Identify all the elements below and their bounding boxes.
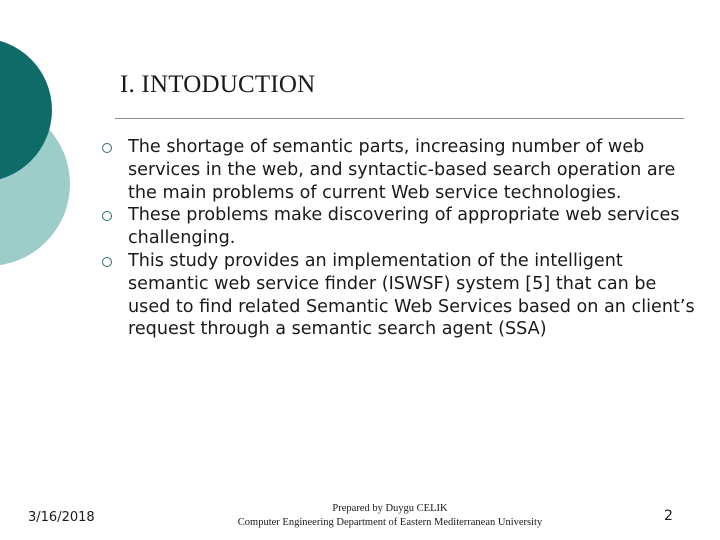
footer-department: Computer Engineering Department of Eastern Mediterranean University bbox=[237, 517, 543, 528]
bullet-item bbox=[102, 250, 702, 341]
bullet-text: The shortage of semantic parts, increasing number of web services in the web, and syntactic-based search operation are the main problems of current Web service technologies. bbox=[128, 137, 676, 203]
bullet-circle-icon bbox=[102, 211, 112, 221]
footer-author: Prepared by Duygu CELIK bbox=[332, 503, 448, 514]
bullet-text: This study provides an implementation of the intelligent semantic web service finder (ISWSF) system [5] that can be used to find related Semantic Web Services based on an client’s request through a semantic search agent (SSA) bbox=[128, 250, 695, 340]
page-number: 2 bbox=[664, 508, 673, 524]
bullet-list bbox=[102, 136, 702, 341]
bullet-circle-icon bbox=[102, 143, 112, 153]
bullet-text: These problems make discovering of appropriate web services challenging. bbox=[128, 205, 680, 249]
title-divider bbox=[115, 118, 684, 119]
bullet-circle-icon bbox=[102, 257, 112, 267]
decorative-circles bbox=[0, 0, 100, 300]
bullet-item bbox=[102, 136, 702, 204]
footer-credits bbox=[190, 502, 590, 530]
slide-title: I. INTODUCTION bbox=[120, 71, 316, 98]
bullet-item bbox=[102, 204, 702, 250]
footer-date: 3/16/2018 bbox=[28, 510, 95, 525]
